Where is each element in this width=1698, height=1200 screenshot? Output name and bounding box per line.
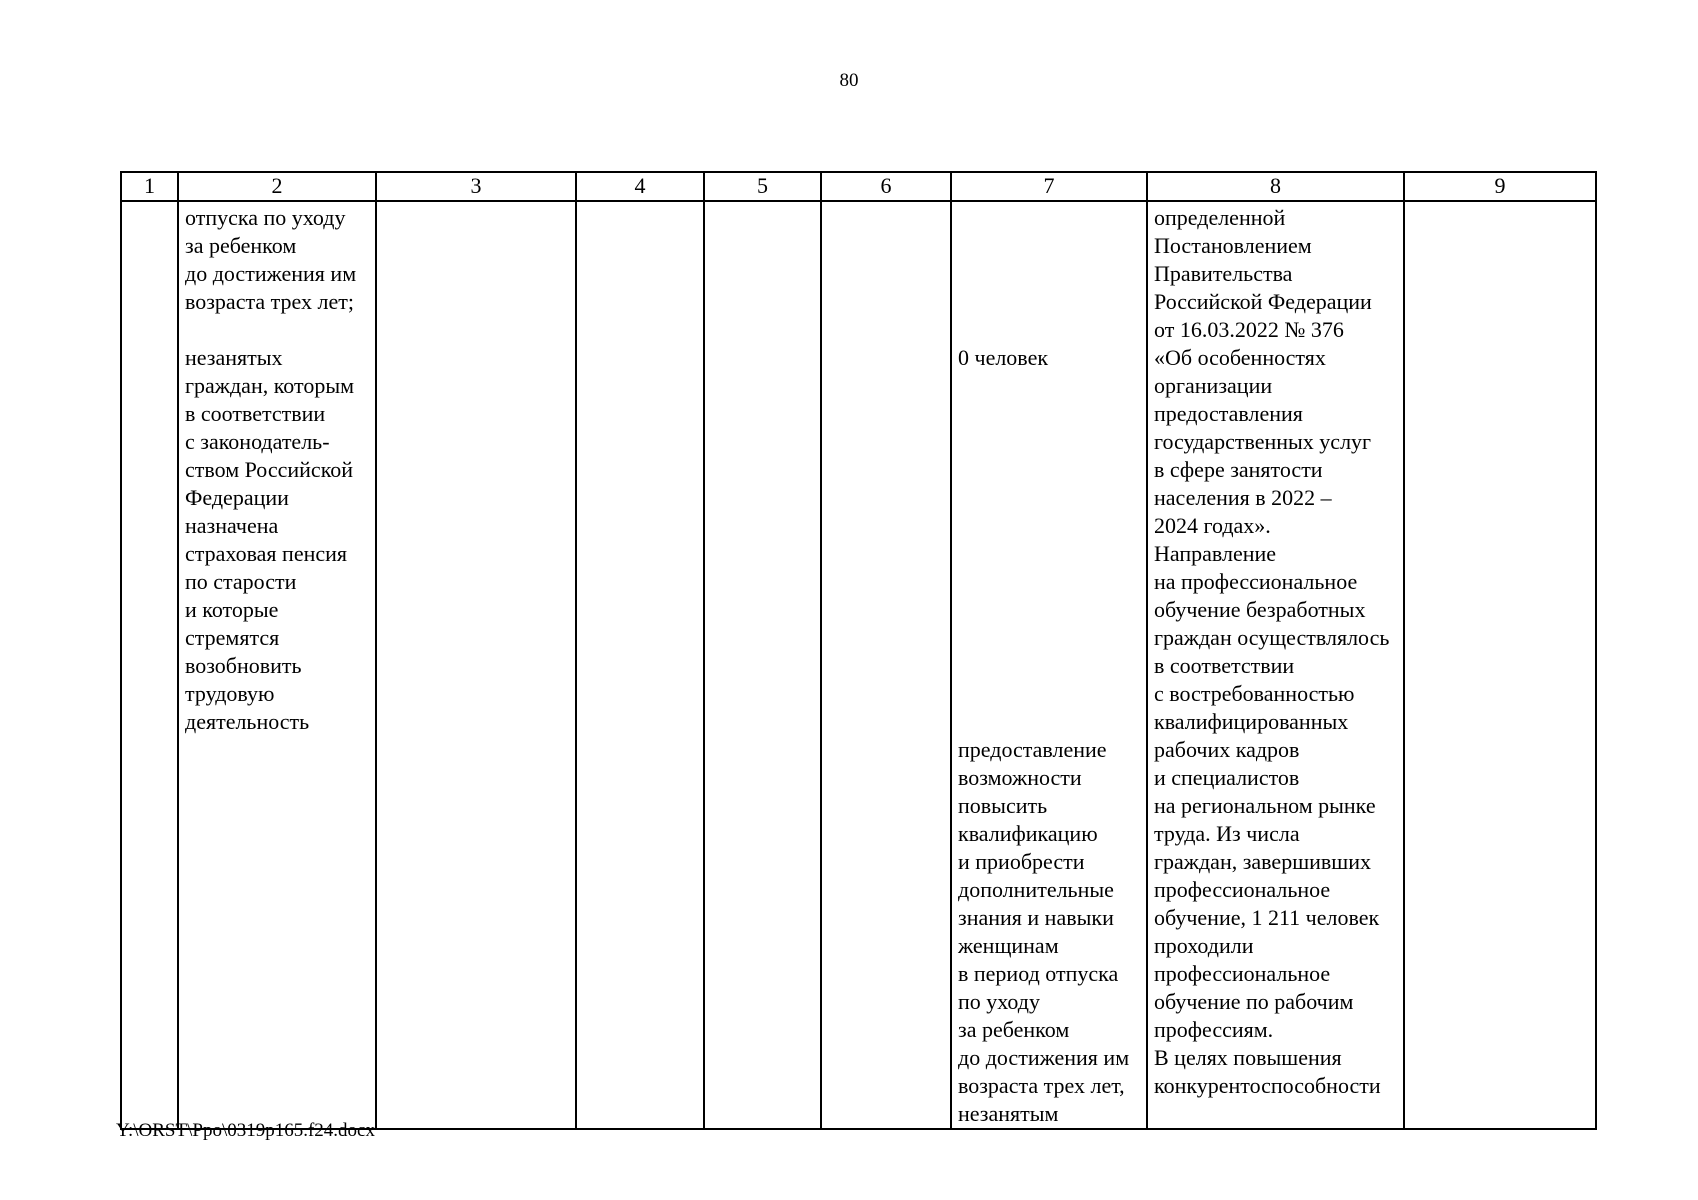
table-row: [121, 201, 1596, 1129]
cell-text-line: профессиям.: [1154, 1017, 1274, 1042]
cell-text-line: [185, 316, 371, 344]
table-cell-col3: [376, 201, 576, 1129]
cell-text-line: [958, 596, 1142, 624]
cell-text-line: и которые: [185, 597, 279, 622]
cell-text-line: [958, 232, 1142, 260]
cell-text-line: организации: [1154, 373, 1273, 398]
cell-text-line: женщинам: [958, 933, 1059, 958]
cell-text-line: обучение, 1 211 человек: [1154, 905, 1380, 930]
cell-text-line: 2024 годах».: [1154, 513, 1271, 538]
cell-text-line: по уходу: [958, 989, 1040, 1014]
footer-file-path: Y:\ORST\Ppo\0319p165.f24.docx: [116, 1120, 375, 1141]
cell-text-line: граждан, завершивших: [1154, 849, 1372, 874]
cell-text-line: назначена: [185, 513, 279, 538]
cell-text-line: квалифицированных: [1154, 709, 1349, 734]
cell-text-line: повысить: [958, 793, 1048, 818]
cell-text-line: возраста трех лет,: [958, 1073, 1125, 1098]
table-cell-col7: [951, 201, 1147, 1129]
cell-text-line: [958, 400, 1142, 428]
cell-text-line: проходили: [1154, 933, 1254, 958]
column-header: 3: [376, 172, 576, 201]
table-cell-col6: [821, 201, 951, 1129]
cell-text-line: [958, 456, 1142, 484]
data-table: [120, 171, 1597, 1130]
cell-text-line: на профессиональное: [1154, 569, 1358, 594]
cell-text-line: возможности: [958, 765, 1082, 790]
column-header: 2: [178, 172, 376, 201]
column-header: 9: [1404, 172, 1596, 201]
cell-text-line: отпуска по уходу: [185, 205, 346, 230]
cell-text-line: возобновить: [185, 653, 302, 678]
cell-text-line: стремятся: [185, 625, 280, 650]
cell-text-line: Российской Федерации: [1154, 289, 1372, 314]
table-cell-col4: [576, 201, 704, 1129]
cell-text-line: рабочих кадров: [1154, 737, 1300, 762]
cell-text-line: с законодатель-: [185, 429, 330, 454]
cell-text-line: [958, 512, 1142, 540]
column-header: 4: [576, 172, 704, 201]
table-cell-col8: [1147, 201, 1404, 1129]
cell-text-line: деятельность: [185, 709, 310, 734]
column-header: 7: [951, 172, 1147, 201]
cell-text-line: профессиональное: [1154, 961, 1331, 986]
cell-text-line: населения в 2022 –: [1154, 485, 1332, 510]
cell-text-line: квалификацию: [958, 821, 1098, 846]
cell-text-line: конкурентоспособности: [1154, 1073, 1381, 1098]
cell-text-line: страховая пенсия: [185, 541, 348, 566]
cell-text-line: и специалистов: [1154, 765, 1300, 790]
cell-text-line: в соответствии: [1154, 653, 1295, 678]
table-cell-col2: [178, 201, 376, 1129]
table-cell-col1: [121, 201, 178, 1129]
cell-text-line: предоставление: [958, 737, 1107, 762]
cell-text-line: возраста трех лет;: [185, 289, 354, 314]
cell-text-line: [958, 428, 1142, 456]
cell-text-line: [958, 652, 1142, 680]
cell-text-line: на региональном рынке: [1154, 793, 1376, 818]
cell-text-line: [958, 708, 1142, 736]
cell-text-line: по старости: [185, 569, 297, 594]
cell-text-line: [958, 624, 1142, 652]
cell-text-line: в период отпуска: [958, 961, 1119, 986]
cell-text-line: от 16.03.2022 № 376: [1154, 317, 1344, 342]
cell-text-line: 0 человек: [958, 345, 1049, 370]
cell-text-line: [958, 288, 1142, 316]
cell-text-line: обучение безработных: [1154, 597, 1366, 622]
cell-text-line: Федерации: [185, 485, 289, 510]
cell-text-line: в сфере занятости: [1154, 457, 1323, 482]
cell-text-line: в соответствии: [185, 401, 326, 426]
cell-text-line: [958, 680, 1142, 708]
table-cell-col9: [1404, 201, 1596, 1129]
cell-text-line: с востребованностью: [1154, 681, 1355, 706]
cell-text-line: граждан осуществлялось: [1154, 625, 1390, 650]
header-row: [121, 172, 1596, 201]
cell-text-line: ством Российской: [185, 457, 354, 482]
cell-text-line: трудовую: [185, 681, 275, 706]
column-header: 6: [821, 172, 951, 201]
cell-text-line: обучение по рабочим: [1154, 989, 1354, 1014]
cell-text-line: незанятым: [958, 1101, 1059, 1126]
cell-text-line: [958, 316, 1142, 344]
table-cell-col5: [704, 201, 821, 1129]
cell-text-line: «Об особенностях: [1154, 345, 1326, 370]
cell-text-line: Постановлением: [1154, 233, 1312, 258]
cell-text-line: В целях повышения: [1154, 1045, 1342, 1070]
cell-text-line: незанятых: [185, 345, 283, 370]
cell-text-line: [958, 540, 1142, 568]
cell-text-line: и приобрести: [958, 849, 1085, 874]
cell-text-line: Направление: [1154, 541, 1277, 566]
cell-text-line: предоставления: [1154, 401, 1303, 426]
cell-text-line: [958, 372, 1142, 400]
cell-text-line: за ребенком: [185, 233, 297, 258]
cell-text-line: до достижения им: [958, 1045, 1130, 1070]
cell-text-line: [958, 204, 1142, 232]
cell-text-line: профессиональное: [1154, 877, 1331, 902]
column-header: 1: [121, 172, 178, 201]
cell-text-line: [958, 260, 1142, 288]
cell-text-line: знания и навыки: [958, 905, 1114, 930]
page-number: 80: [839, 70, 859, 91]
cell-text-line: дополнительные: [958, 877, 1114, 902]
cell-text-line: граждан, которым: [185, 373, 355, 398]
cell-text-line: [958, 568, 1142, 596]
cell-text-line: [958, 484, 1142, 512]
cell-text-line: до достижения им: [185, 261, 357, 286]
cell-text-line: Правительства: [1154, 261, 1293, 286]
cell-text-line: труда. Из числа: [1154, 821, 1300, 846]
cell-text-line: за ребенком: [958, 1017, 1070, 1042]
cell-text-line: государственных услуг: [1154, 429, 1372, 454]
column-header: 5: [704, 172, 821, 201]
cell-text-line: определенной: [1154, 205, 1286, 230]
column-header: 8: [1147, 172, 1404, 201]
